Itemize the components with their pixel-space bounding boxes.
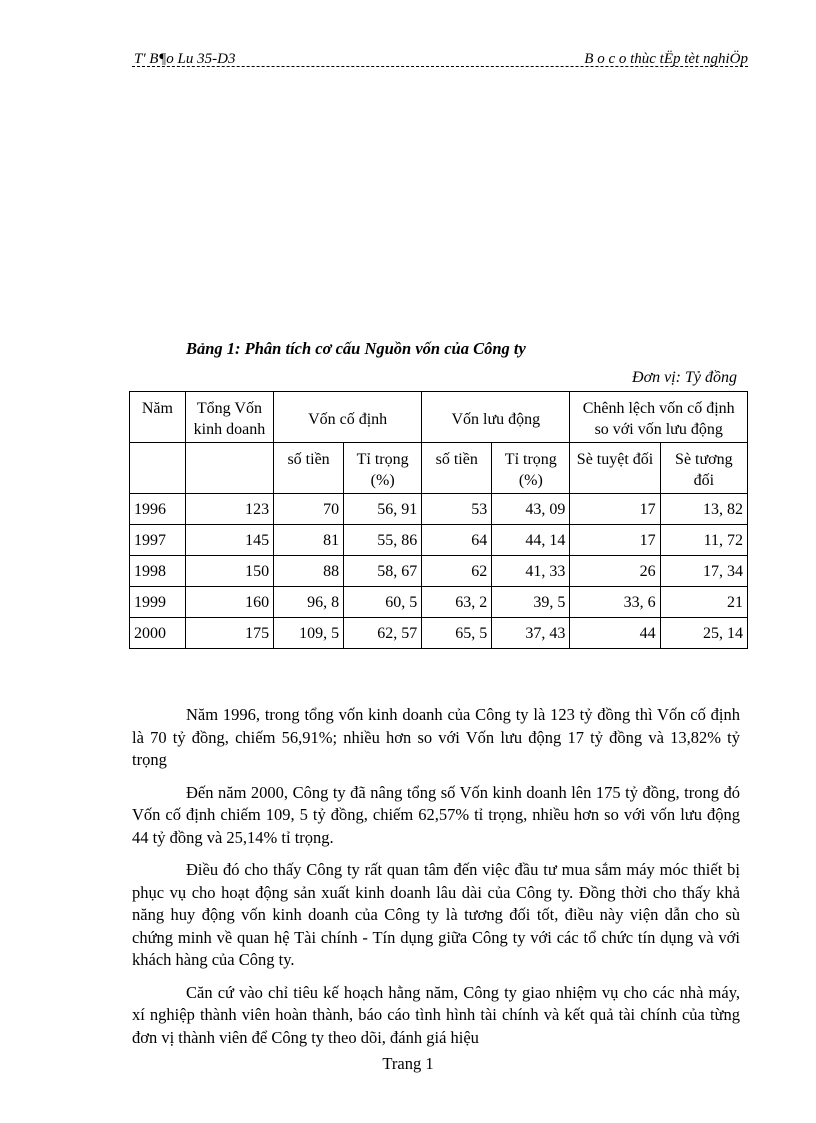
value-cell: 88 xyxy=(274,556,344,587)
value-cell: 37, 43 xyxy=(492,618,570,649)
year-cell: 1999 xyxy=(130,587,186,618)
table-row xyxy=(130,556,748,587)
header-right: B o c o thùc tËp tèt nghiÖp xyxy=(584,51,748,67)
value-cell: 81 xyxy=(274,525,344,556)
unit-note: Đơn vị: Tỷ đồng xyxy=(632,369,737,386)
value-cell: 60, 5 xyxy=(344,587,422,618)
subhead-working-amount: số tiền xyxy=(422,443,492,494)
value-cell: 145 xyxy=(185,525,273,556)
col-total-header: Tổng Vốn kinh doanh xyxy=(185,392,273,443)
table-row xyxy=(130,494,748,525)
value-cell: 43, 09 xyxy=(492,494,570,525)
value-cell: 70 xyxy=(274,494,344,525)
value-cell: 33, 6 xyxy=(570,587,660,618)
value-cell: 41, 33 xyxy=(492,556,570,587)
table-row xyxy=(130,525,748,556)
value-cell: 44 xyxy=(570,618,660,649)
year-cell: 2000 xyxy=(130,618,186,649)
value-cell: 65, 5 xyxy=(422,618,492,649)
body-text xyxy=(132,704,740,1059)
table-row xyxy=(130,587,748,618)
value-cell: 13, 82 xyxy=(660,494,747,525)
value-cell: 17 xyxy=(570,494,660,525)
value-cell: 26 xyxy=(570,556,660,587)
value-cell: 62 xyxy=(422,556,492,587)
header-left: T' B¶o Lu 35-D3 xyxy=(134,51,236,67)
subhead-fixed-amount: số tiền xyxy=(274,443,344,494)
value-cell: 123 xyxy=(185,494,273,525)
paragraph: Điều đó cho thấy Công ty rất quan tâm đến việc đầu tư mua sắm máy móc thiết bị phục vụ cho hoạt động sản xuất kinh doanh lâu dài của Công ty. Đồng thời cho thấy khả năng huy động vốn kinh doanh của Công ty là tương đối tốt, điều này viện dẫn cho sù chứng minh về quan hệ Tài chính - Tín dụng giữa Công ty với các tổ chức tín dụng và với khách hàng của Công ty. xyxy=(132,860,740,969)
year-cell: 1996 xyxy=(130,494,186,525)
value-cell: 17 xyxy=(570,525,660,556)
value-cell: 11, 72 xyxy=(660,525,747,556)
page-number: Trang 1 xyxy=(382,1054,434,1073)
subhead-fixed-ratio: Tỉ trọng (%) xyxy=(344,443,422,494)
value-cell: 63, 2 xyxy=(422,587,492,618)
value-cell: 17, 34 xyxy=(660,556,747,587)
paragraph: Năm 1996, trong tổng vốn kinh doanh của Công ty là 123 tỷ đồng thì Vốn cố định là 70 tỷ đồng, chiếm 56,91%; nhiều hơn so với Vốn lưu động 17 tỷ đồng và 13,82% tỷ trọng xyxy=(132,705,740,769)
value-cell: 21 xyxy=(660,587,747,618)
value-cell: 64 xyxy=(422,525,492,556)
subhead-empty xyxy=(185,443,273,494)
value-cell: 96, 8 xyxy=(274,587,344,618)
year-cell: 1997 xyxy=(130,525,186,556)
value-cell: 44, 14 xyxy=(492,525,570,556)
header-rule xyxy=(132,66,748,67)
table-row xyxy=(130,618,748,649)
table-header-row xyxy=(130,392,748,443)
paragraph: Đến năm 2000, Công ty đã nâng tổng số Vốn kinh doanh lên 175 tỷ đồng, trong đó Vốn cố định chiếm 109, 5 tỷ đồng, chiếm 62,57% tỉ trọng, nhiều hơn so với vốn lưu động 44 tỷ đồng và 25,14% tỉ trọng. xyxy=(132,782,740,847)
subhead-diff-abs: Sè tuyệt đối xyxy=(570,443,660,494)
subhead-working-ratio: Tỉ trọng (%) xyxy=(492,443,570,494)
year-cell: 1998 xyxy=(130,556,186,587)
col-diff-header: Chênh lệch vốn cố định so với vốn lưu động xyxy=(570,392,748,443)
col-working-header: Vốn lưu động xyxy=(422,392,570,443)
table-caption: Bảng 1: Phân tích cơ cấu Nguồn vốn của Công ty xyxy=(186,339,526,358)
value-cell: 160 xyxy=(185,587,273,618)
value-cell: 39, 5 xyxy=(492,587,570,618)
value-cell: 25, 14 xyxy=(660,618,747,649)
col-fixed-header: Vốn cố định xyxy=(274,392,422,443)
table-body xyxy=(130,494,748,649)
value-cell: 175 xyxy=(185,618,273,649)
value-cell: 53 xyxy=(422,494,492,525)
value-cell: 55, 86 xyxy=(344,525,422,556)
value-cell: 58, 67 xyxy=(344,556,422,587)
subhead-diff-rel: Sè tương đối xyxy=(660,443,747,494)
table-subheader-row xyxy=(130,443,748,494)
capital-structure-table xyxy=(129,391,748,649)
subhead-empty xyxy=(130,443,186,494)
paragraph: Căn cứ vào chỉ tiêu kế hoạch hằng năm, Công ty giao nhiệm vụ cho các nhà máy, xí nghiệp thành viên hoàn thành, báo cáo tình hình tài chính và kết quả tài chính của từng đơn vị thành viên để Công ty theo dõi, đánh giá hiệu xyxy=(132,982,740,1047)
value-cell: 109, 5 xyxy=(274,618,344,649)
col-year-header: Năm xyxy=(130,392,186,443)
value-cell: 56, 91 xyxy=(344,494,422,525)
value-cell: 62, 57 xyxy=(344,618,422,649)
value-cell: 150 xyxy=(185,556,273,587)
